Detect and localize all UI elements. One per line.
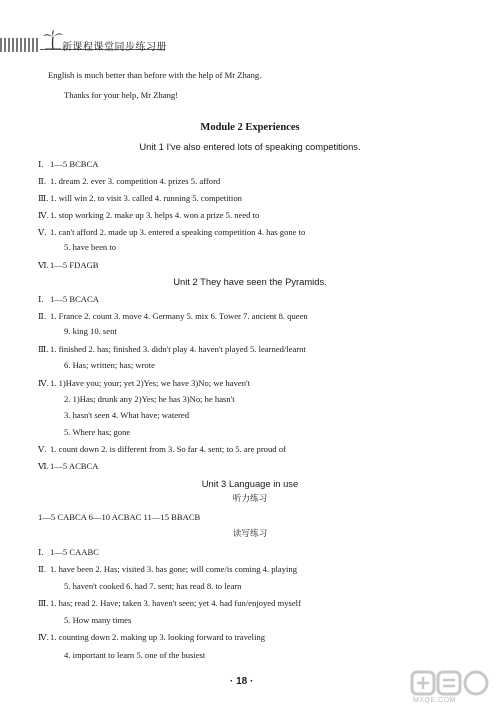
- answer-text: 1. dream 2. ever 3. competition 4. prizes 5. afford: [50, 176, 221, 186]
- answer-text: 1—5 ACBCA: [50, 461, 99, 471]
- answer-text: 1. France 2. count 3. move 4. Germany 5. mix 6. Tower 7. ancient 8. queen: [50, 311, 308, 321]
- answer-num: Ⅰ.: [38, 547, 44, 557]
- answer-text: 1. can't afford 2. made up 3. entered a speaking competition 4. has gone to: [50, 227, 306, 237]
- answer-text: 1. count down 2. is different from 3. So far 4. sent; to 5. are proud of: [50, 444, 286, 454]
- answer-text: 1—5 FDAGB: [50, 260, 99, 270]
- answer-continuation: 5. have been to: [64, 242, 117, 252]
- watermark-text: MXQE.COM: [413, 697, 456, 704]
- header-stripe-bar: [0, 38, 40, 52]
- answer-continuation: 6. Has; written; has; wrote: [64, 360, 155, 370]
- intro-line-2: Thanks for your help, Mr Zhang!: [64, 90, 179, 100]
- module-title: Module 2 Experiences: [200, 122, 300, 133]
- answer-text: 1—5 BCBCA: [50, 159, 99, 169]
- page-number: · 18 ·: [230, 676, 254, 687]
- answer-text: 1. stop working 2. make up 3. helps 4. won a prize 5. need to: [50, 210, 260, 220]
- answer-num: Ⅴ.: [38, 227, 47, 237]
- answer-num: Ⅱ.: [38, 311, 46, 321]
- intro-line-1: English is much better than before with the help of Mr Zhang.: [48, 70, 262, 80]
- answer-text: 1. counting down 2. making up 3. looking forward to traveling: [50, 632, 266, 642]
- answer-num: Ⅰ.: [38, 294, 44, 304]
- reading-writing-heading: 读写练习: [232, 529, 268, 539]
- listening-answer: 1—5 CABCA 6—10 ACBAC 11—15 BBACB: [38, 512, 201, 522]
- answer-continuation: 5. Where has; gone: [64, 427, 131, 437]
- answer-num: Ⅱ.: [38, 176, 46, 186]
- answer-num: Ⅵ.: [38, 260, 49, 270]
- answer-num: Ⅳ.: [38, 378, 49, 388]
- answer-text: 1. 1)Have you; your; yet 2)Yes; we have 3)No; we haven't: [50, 378, 250, 388]
- answer-num: Ⅰ.: [38, 159, 44, 169]
- answer-num: Ⅲ.: [38, 598, 49, 608]
- palm-tree-icon: [42, 30, 64, 50]
- answer-text: 1. will win 2. to visit 3. called 4. running 5. competition: [50, 193, 242, 203]
- answer-num: Ⅲ.: [38, 344, 49, 354]
- answer-text: 1. have been 2. Has; visited 3. has gone; will come/is coming 4. playing: [50, 564, 298, 574]
- answer-continuation: 2. 1)Has; drunk any 2)Yes; he has 3)No; he hasn't: [64, 394, 235, 404]
- answer-num: Ⅳ.: [38, 210, 49, 220]
- unit3-title: Unit 3 Language in use: [201, 478, 299, 489]
- answer-text: 1—5 CAABC: [50, 547, 99, 557]
- header-title: 新课程课堂同步练习册: [62, 42, 167, 53]
- answer-continuation: 4. important to learn 5. one of the busiest: [64, 650, 206, 660]
- answer-num: Ⅳ.: [38, 632, 49, 642]
- page-header: [0, 0, 500, 56]
- answer-continuation: 9. king 10. sent: [64, 326, 117, 336]
- answer-text: 1. has; read 2. Have; taken 3. haven't seen; yet 4. had fun/enjoyed myself: [50, 598, 301, 608]
- answer-num: Ⅱ.: [38, 564, 46, 574]
- answer-continuation: 3. hasn't seen 4. What have; watered: [64, 410, 189, 420]
- answer-num: Ⅲ.: [38, 193, 49, 203]
- answer-continuation: 5. How many times: [64, 615, 132, 625]
- answer-continuation: 5. haven't cooked 6. had 7. sent; has read 8. to learn: [64, 581, 242, 591]
- answer-num: Ⅴ.: [38, 444, 47, 454]
- answer-text: 1—5 BCACA: [50, 294, 99, 304]
- answer-num: Ⅵ.: [38, 461, 49, 471]
- answer-text: 1. finished 2. has; finished 3. didn't play 4. haven't played 5. learned/learnt: [50, 344, 306, 354]
- listening-heading: 听力练习: [232, 494, 268, 504]
- unit2-title: Unit 2 They have seen the Pyramids.: [173, 276, 327, 287]
- unit1-title: Unit 1 I've also entered lots of speaking competitions.: [139, 141, 361, 152]
